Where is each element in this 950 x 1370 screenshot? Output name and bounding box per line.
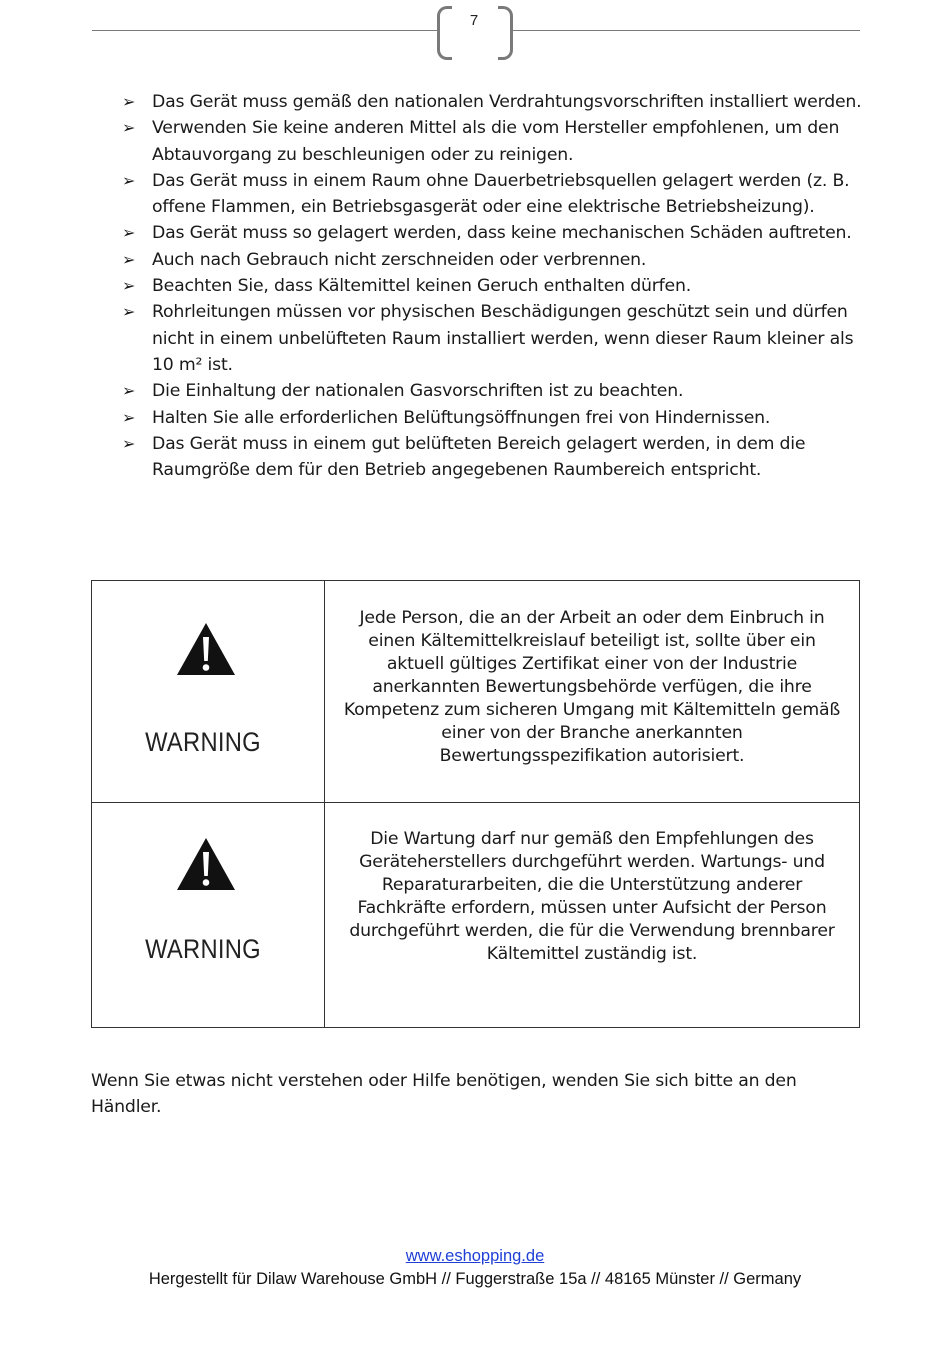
warning-symbol-cell [92, 581, 325, 802]
list-item [122, 247, 862, 273]
arrow-bullet-icon: ➢ [122, 276, 136, 296]
list-item-text: Die Einhaltung der nationalen Gasvorschriften ist zu beachten. [152, 381, 684, 402]
list-item-text: Das Gerät muss in einem Raum ohne Dauerbetriebsquellen gelagert werden (z. B. offene Flammen, ein Betriebsgasgerät oder eine elektrische Betriebsheizung). [152, 170, 850, 218]
page-number-bracket-right [498, 6, 513, 60]
list-item-text: Auch nach Gebrauch nicht zerschneiden oder verbrennen. [152, 249, 647, 270]
list-item [122, 115, 862, 168]
arrow-bullet-icon: ➢ [122, 170, 136, 190]
header-rule-left [92, 30, 438, 31]
list-item [122, 431, 862, 484]
warning-row [92, 581, 859, 803]
list-item-text: Das Gerät muss gemäß den nationalen Verdrahtungsvorschriften installiert werden. [152, 92, 862, 112]
list-item [122, 273, 862, 299]
list-item [122, 89, 862, 115]
list-item-text: Das Gerät muss so gelagert werden, dass keine mechanischen Schäden auftreten. [152, 223, 852, 244]
list-item [122, 378, 862, 404]
list-item-text: Halten Sie alle erforderlichen Belüftungsöffnungen frei von Hindernissen. [152, 407, 771, 428]
list-item [122, 299, 862, 378]
list-item-text: Verwenden Sie keine anderen Mittel als die vom Hersteller empfohlenen, um den Abtauvorgang zu beschleunigen oder zu reinigen. [152, 118, 840, 165]
warning-text: Jede Person, die an der Arbeit an oder dem Einbruch in einen Kältemittelkreislauf beteiligt ist, sollte über ein aktuell gültiges Zertifikat einer von der Industrie anerkannten Bewertungsbehörde verfügen, die ihre Kompetenz zum sicheren Umgang mit Kältemitteln gemäß einer von der Branche anerkannten Bewertungsspezifikation autorisiert. [343, 608, 841, 766]
warning-label: WARNING [145, 727, 261, 757]
warning-text: Die Wartung darf nur gemäß den Empfehlungen des Geräteherstellers durchgeführt werden. Wartungs- und Reparaturarbeiten, die die Unterstützung anderer Fachkräfte erfordern, müssen unter Aufsicht der Person durchgeführt werden, die für die Verwendung brennbarer Kältemittel zuständig ist. [349, 829, 835, 964]
arrow-bullet-icon: ➢ [122, 407, 136, 427]
arrow-bullet-icon: ➢ [122, 223, 136, 243]
list-item-text: Rohrleitungen müssen vor physischen Beschädigungen geschützt sein und dürfen nicht in einem unbelüfteten Raum installiert werden, wenn dieser Raum kleiner als 10 m² ist. [152, 302, 854, 375]
arrow-bullet-icon: ➢ [122, 433, 136, 453]
arrow-bullet-icon: ➢ [122, 381, 136, 401]
list-item-text: Das Gerät muss in einem gut belüfteten Bereich gelagert werden, in dem die Raumgröße dem für den Betrieb angegebenen Raumbereich entspricht. [152, 433, 806, 481]
website-link[interactable]: www.eshopping.de [405, 1247, 545, 1265]
arrow-bullet-icon: ➢ [122, 118, 136, 138]
list-item [122, 168, 862, 221]
warning-row [92, 803, 859, 1027]
warning-triangle-icon [175, 621, 237, 677]
arrow-bullet-icon: ➢ [122, 302, 136, 322]
page-number: 7 [469, 12, 479, 29]
list-item [122, 405, 862, 431]
list-item-text: Beachten Sie, dass Kältemittel keinen Geruch enthalten dürfen. [152, 276, 692, 297]
safety-bullet-list [122, 89, 862, 483]
warning-table [91, 580, 860, 1028]
warning-label: WARNING [145, 934, 261, 964]
arrow-bullet-icon: ➢ [122, 92, 136, 111]
arrow-bullet-icon: ➢ [122, 249, 136, 269]
help-paragraph: Wenn Sie etwas nicht verstehen oder Hilfe benötigen, wenden Sie sich bitte an den Händler. [91, 1071, 797, 1118]
warning-triangle-icon [175, 836, 237, 892]
warning-symbol-cell [92, 803, 325, 1027]
list-item [122, 220, 862, 246]
header-rule-right [510, 30, 860, 31]
footer-company-info: Hergestellt für Dilaw Warehouse GmbH // Fuggerstraße 15a // 48165 Münster // Germany [148, 1270, 802, 1288]
